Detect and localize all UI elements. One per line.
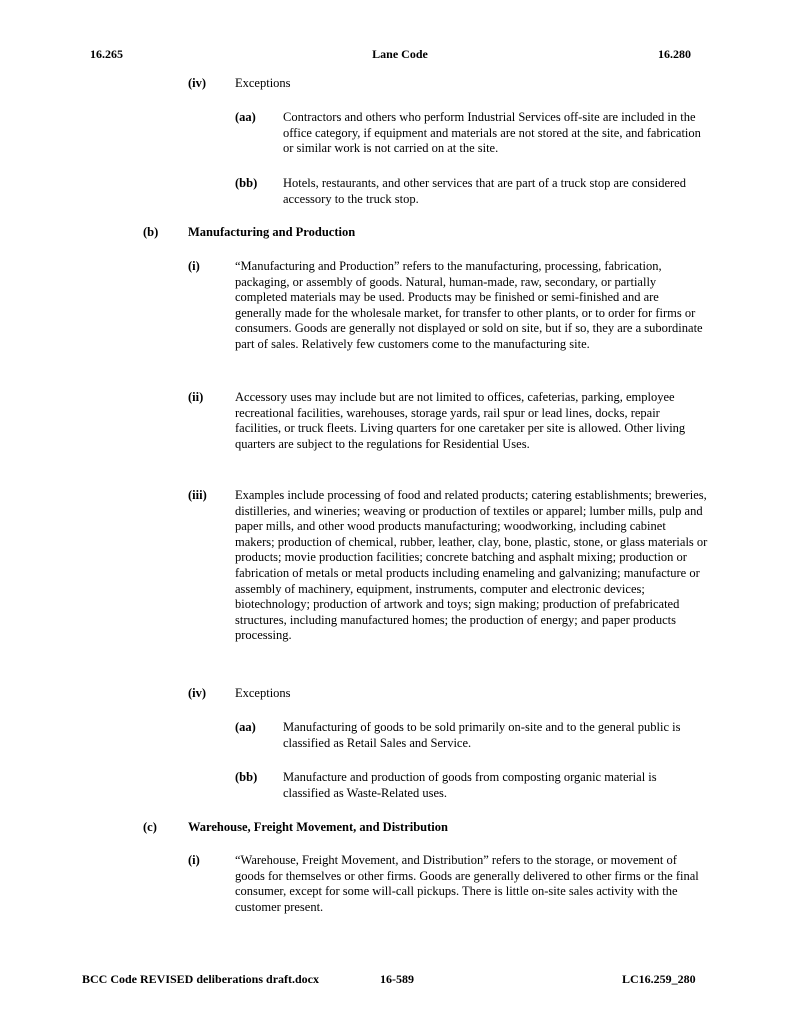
header-section-end: 16.280 <box>658 47 691 61</box>
clause-text: Exceptions <box>235 686 291 700</box>
subclause-bb <box>235 176 705 207</box>
clause-text: “Manufacturing and Production” refers to the manufacturing, processing, fabrication, packaging, or assembly of goods. Natural, human-made, raw, secondary, or partially completed materials may be used. Products may be finished or semi-finished and are generally made for the wholesale market, for transfer to other plants, or to order for firms or consumers. Goods are generally not displayed or sold on site, but if so, they are a subordinate part of sales. Relatively few customers come to the manufacturing site. <box>235 259 703 351</box>
clause-i <box>188 259 708 353</box>
clause-text: Hotels, restaurants, and other services that are part of a truck stop are considered accessory to the truck stop. <box>283 176 686 206</box>
section-title: Manufacturing and Production <box>188 225 356 239</box>
clause-text: Contractors and others who perform Industrial Services off-site are included in the office category, if equipment and materials are not stored at the site, and fabrication or similar work is not carried on at the site. <box>283 110 701 156</box>
clause-ii <box>188 390 708 452</box>
clause-text: Examples include processing of food and related products; catering establishments; breweries, distilleries, and wineries; weaving or production of textiles or apparel; lumber mills, pulp and paper mills, and other wood products manufacturing; woodworking, including cabinet makers; production of chemical, rubber, leather, clay, bone, plastic, stone, or glass materials or products; movie production facilities; concrete batching and asphalt mixing; production or fabrication of metals or metal products including enameling and galvanizing; manufacture or assembly of machinery, equipment, instruments, computer and electronic devices; biotechnology; production of artwork and toys; sign making; production of prefabricated structures, including manufactured homes; the production of energy; and paper products processing. <box>235 488 708 643</box>
header-section-start: 16.265 <box>90 47 123 61</box>
clause-text: “Warehouse, Freight Movement, and Distribution” refers to the storage, or movement of goods for themselves or other firms. Goods are generally delivered to other firms or the final consumer, except for some will-call pickups. There is little on-site sales activity with the customer present. <box>235 853 699 914</box>
clause-label: (aa) <box>235 110 256 124</box>
section-label: (c) <box>143 820 157 834</box>
subclause-aa-2 <box>235 720 705 751</box>
clause-label: (i) <box>188 853 200 867</box>
footer-code-reference: LC16.259_280 <box>622 972 696 986</box>
section-c-heading <box>143 820 703 836</box>
clause-iii <box>188 488 708 644</box>
clause-label: (iii) <box>188 488 207 502</box>
clause-text: Accessory uses may include but are not limited to offices, cafeterias, parking, employee recreational facilities, warehouses, storage yards, rail spur or lead lines, docks, repair facilities, or truck fleets. Living quarters for one caretaker per site is allowed. Other living quarters are subject to the regulations for Residential Uses. <box>235 390 686 451</box>
section-label: (b) <box>143 225 159 239</box>
clause-iv-exceptions-2 <box>188 686 708 702</box>
clause-text: Manufacturing of goods to be sold primarily on-site and to the general public is classified as Retail Sales and Service. <box>283 720 681 750</box>
footer-filename: BCC Code REVISED deliberations draft.docx <box>82 972 320 986</box>
clause-label: (aa) <box>235 720 256 734</box>
clause-i-2 <box>188 853 708 915</box>
section-title: Warehouse, Freight Movement, and Distribution <box>188 820 448 834</box>
clause-text: Exceptions <box>235 76 291 90</box>
clause-label: (bb) <box>235 770 258 784</box>
clause-label: (bb) <box>235 176 258 190</box>
clause-iv-exceptions <box>188 76 708 92</box>
header-title: Lane Code <box>372 47 428 61</box>
section-b-heading <box>143 225 703 241</box>
clause-text: Manufacture and production of goods from composting organic material is classified as Waste-Related uses. <box>283 770 657 800</box>
subclause-aa <box>235 110 705 157</box>
footer-page-number: 16-589 <box>380 972 414 986</box>
clause-label: (i) <box>188 259 200 273</box>
subclause-bb-2 <box>235 770 705 801</box>
clause-label: (iv) <box>188 686 207 700</box>
clause-label: (iv) <box>188 76 207 90</box>
clause-label: (ii) <box>188 390 204 404</box>
